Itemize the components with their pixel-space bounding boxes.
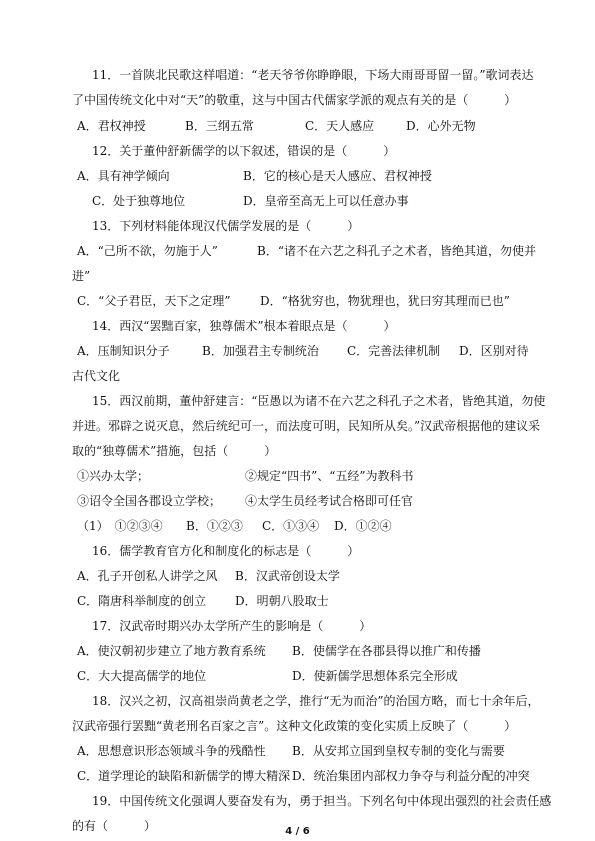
text-segment: 并进。邪辟之说灭息，然后统纪可一，而法度可明，民知所从矣。”汉武帝根据他的建议采 — [72, 419, 541, 433]
text-segment: 15．西汉前期，董仲舒建言：“臣愚以为诸不在六艺之科孔子之术者，皆绝其道，勿使 — [92, 394, 546, 408]
text-segment: D．“格犹穷也，物犹理也，犹曰穷其理而已也” — [260, 294, 510, 308]
text-segment: D．明朝八股取士 — [235, 594, 329, 608]
text-line — [0, 742, 595, 760]
text-segment: C．完善法律机制 — [347, 344, 441, 358]
text-segment: 汉武帝强行罢黜“黄老刑名百家之言”。这种文化政策的变化实质上反映了（ ） — [72, 719, 517, 733]
text-line — [0, 91, 595, 109]
text-line — [0, 242, 595, 260]
text-segment: B．它的核心是天人感应、君权神授 — [243, 169, 432, 183]
text-segment: B．加强君主专制统治 — [202, 344, 319, 358]
text-segment: A．具有神学倾向 — [77, 169, 170, 183]
text-segment: B．汉武帝创设太学 — [235, 569, 340, 583]
text-segment: C．“父子君臣，天下之定理” — [77, 294, 231, 308]
text-segment: D．使新儒学思想体系完全形成 — [292, 669, 458, 683]
text-segment: A．“己所不欲，勿施于人” — [77, 244, 218, 258]
text-segment: 的有（ ） — [72, 819, 157, 833]
text-segment: 18．汉兴之初，汉高祖崇尚黄老之学，推行“无为而治”的治国方略，而七十余年后， — [92, 694, 540, 708]
text-line — [0, 66, 595, 84]
text-segment: 进” — [72, 269, 91, 283]
text-segment: D．统治集团内部权力争夺与利益分配的冲突 — [292, 769, 530, 783]
text-segment: B．三纲五常 — [185, 119, 254, 133]
text-segment: C．道学理论的缺陷和新儒学的博大精深 — [77, 769, 291, 783]
text-segment: A．君权神授 — [77, 119, 146, 133]
text-segment: B．①②③ — [186, 519, 243, 533]
text-line — [0, 292, 595, 310]
text-line — [0, 642, 595, 660]
text-line — [0, 167, 595, 185]
text-line — [0, 392, 595, 410]
text-line — [0, 767, 595, 785]
text-segment: ①兴办太学； — [77, 469, 150, 483]
text-line — [0, 192, 595, 210]
text-segment: A．孔子开创私人讲学之风 — [77, 569, 218, 583]
text-segment: 了中国传统文化中对“天”的敬重，这与中国古代儒家学派的观点有关的是（ ） — [72, 93, 517, 107]
text-line — [0, 517, 595, 535]
text-line — [0, 267, 595, 285]
text-segment: ③诏令全国各郡设立学校； — [77, 494, 222, 508]
text-line — [0, 717, 595, 735]
text-line — [0, 542, 595, 560]
text-line — [0, 492, 595, 510]
text-segment: A．压制知识分子 — [77, 344, 170, 358]
text-segment: C．隋唐科举制度的创立 — [77, 594, 207, 608]
text-segment: 17．汉武帝时期兴办太学所产生的影响是（ ） — [92, 619, 372, 633]
text-segment: D．①②④ — [334, 519, 392, 533]
text-line — [0, 217, 595, 235]
text-segment: C．处于独尊地位 — [92, 194, 186, 208]
text-segment: D．皇帝至高无上可以任意办事 — [243, 194, 409, 208]
text-segment: B．“诸不在六艺之科孔子之术者，皆绝其道，勿使并 — [257, 244, 536, 258]
text-segment: （1） ①②③④ — [77, 519, 163, 533]
text-segment: ②规定“四书”、“五经”为教科书 — [245, 469, 414, 483]
text-segment: C．大大提高儒学的地位 — [77, 669, 207, 683]
text-line — [0, 592, 595, 610]
text-segment: A．思想意识形态领域斗争的残酷性 — [77, 744, 266, 758]
text-segment: D．心外无物 — [406, 119, 476, 133]
text-segment: D．区别对待 — [459, 344, 529, 358]
text-segment: 14．西汉“罢黜百家，独尊儒术”根本着眼点是（ ） — [92, 319, 396, 333]
text-line — [0, 367, 595, 385]
text-line — [0, 117, 595, 135]
text-segment: B．使儒学在各郡县得以推广和传播 — [292, 644, 481, 658]
text-segment: 取的“独尊儒术”措施，包括（ ） — [72, 444, 277, 458]
text-segment: C．①③④ — [262, 519, 320, 533]
text-segment: B．从安邦立国到皇权专制的变化与需要 — [292, 744, 505, 758]
text-line — [0, 467, 595, 485]
text-segment: ④太学生员经考试合格即可任官 — [245, 494, 414, 508]
text-line — [0, 667, 595, 685]
text-segment: 古代文化 — [72, 369, 121, 383]
text-line — [0, 567, 595, 585]
text-segment: 16．儒学教育官方化和制度化的标志是（ ） — [92, 544, 360, 558]
text-line — [0, 142, 595, 160]
page-number: 4 / 6 — [285, 826, 310, 837]
text-line — [0, 317, 595, 335]
text-segment: 11．一首陕北民歌这样唱道：“老天爷爷你睁睁眼，下场大雨哥哥留一留。”歌词表达 — [92, 68, 534, 82]
text-line — [0, 692, 595, 710]
text-segment: 19．中国传统文化强调人要奋发有为，勇于担当。下列名句中体现出强烈的社会责任感 — [92, 794, 552, 808]
text-segment: C．天人感应 — [305, 119, 375, 133]
text-segment: 12．关于董仲舒新儒学的以下叙述，错误的是（ ） — [92, 144, 396, 158]
text-line — [0, 617, 595, 635]
text-line — [0, 792, 595, 810]
text-line — [0, 417, 595, 435]
text-line — [0, 342, 595, 360]
text-segment: A．使汉朝初步建立了地方教育系统 — [77, 644, 266, 658]
text-segment: 13．下列材料能体现汉代儒学发展的是（ ） — [92, 219, 360, 233]
text-line — [0, 442, 595, 460]
